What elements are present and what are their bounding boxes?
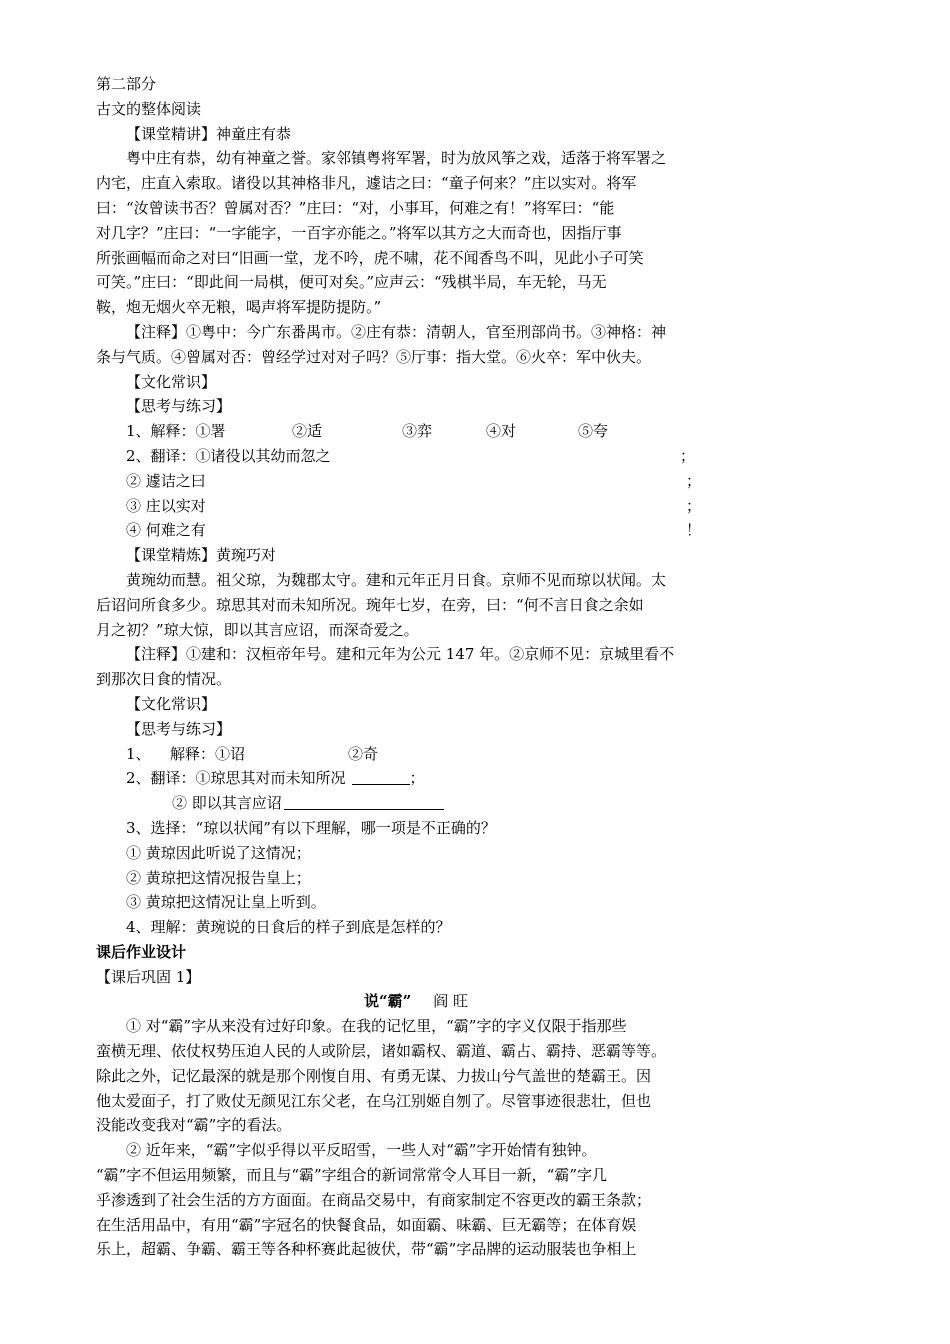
explain-item: ③弈: [402, 422, 433, 441]
part-heading: 第二部分: [96, 75, 157, 93]
article-line: 他太爱面子，打了败仗无颜见江东父老，在乌江别姬自刎了。尽管事迹很悲壮，但也: [96, 1091, 652, 1110]
answer-blank[interactable]: [284, 794, 444, 810]
homework-heading: 课后作业设计: [96, 942, 187, 961]
passage-1-line: 对几字？”庄曰：“一字能字，一百字亦能之。”将军以其方之大而奇也，因指厅事: [96, 223, 622, 242]
notes-1-line: 条与气质。④曾属对否：曾经学过对对子吗？⑤厅事：指大堂。⑥火卒：军中伙夫。: [96, 347, 652, 366]
notes-1-line: 【注释】①粤中：今广东番禺市。②庄有恭：清朝人，官至刑部尚书。③神格：神: [126, 322, 667, 341]
article-author: 阎 旺: [433, 992, 469, 1011]
exercise-heading-2: 【思考与练习】: [126, 719, 232, 738]
exercise-1-translate-2: ② 遽诘之曰 ；: [126, 471, 702, 490]
exercise-2-choice-question: 3、选择：“琼以状闻”有以下理解，哪一项是不正确的？: [126, 818, 496, 837]
passage-1-line: 所张画幅而命之对曰“旧画一堂，龙不吟，虎不啸，花不闻香鸟不叫，见此小子可笑: [96, 248, 644, 267]
explain-item: ④对: [486, 422, 517, 441]
homework-subheading: 【课后巩固 1】: [96, 967, 201, 986]
explain-item: ②奇: [348, 744, 379, 763]
exercise-1-explain: [96, 419, 736, 444]
article-line: ② 近年来，“霸”字似乎得以平反昭雪，一些人对“霸”字开始情有独钟。: [126, 1141, 597, 1160]
passage-1-line: 可笑。”庄曰：“即此间一局棋，便可对矣。”应声云：“残棋半局，车无轮，马无: [96, 273, 607, 292]
passage-2-line: 黄琬幼而慧。祖父琼，为魏郡太守。建和元年正月日食。京师不见而琼以状闻。太: [126, 570, 667, 589]
passage-1-line: 内宅，庄直入索取。诸役以其神格非凡，遽诘之曰：“童子何来？”庄以实对。将军: [96, 174, 637, 193]
exercise-1-translate-3: ③ 庄以实对 ；: [126, 496, 702, 515]
passage-2-line: 后诏问所食多少。琼思其对而未知所况。琬年七岁，在旁，曰：“何不言日食之余如: [96, 595, 644, 614]
explain-item: ②适: [292, 422, 323, 441]
article-line: 没能改变我对“霸”字的看法。: [96, 1116, 292, 1135]
choice-option: ② 黄琼把这情况报告皇上；: [126, 868, 311, 887]
article-title: [96, 989, 736, 1014]
culture-heading-1: 【文化常识】: [126, 372, 217, 391]
explain-item: 1、解释：①署: [126, 422, 226, 441]
exercise-heading-1: 【思考与练习】: [126, 397, 232, 416]
answer-blank[interactable]: [352, 769, 410, 785]
passage-1-line: 曰：“汝曾读书否？曾属对否？”庄曰：“对，小事耳，何难之有！”将军曰：“能: [96, 198, 615, 217]
exercise-2-explain: 1、 解释：①诏 ②奇: [96, 742, 736, 767]
explain-item: ⑤夸: [578, 422, 609, 441]
article-line: ① 对“霸”字从来没有过好印象。在我的记忆里，“霸”字的字义仅限于指那些: [126, 1017, 627, 1036]
article-line: “霸”字不但运用频繁，而且与“霸”字组合的新词常常令人耳目一新，“霸”字几: [96, 1166, 608, 1185]
lesson-heading-1: 【课堂精讲】神童庄有恭: [126, 124, 292, 143]
explain-item: 解释：①诏: [170, 744, 246, 763]
article-title-text: 说“霸”: [363, 992, 412, 1011]
culture-heading-2: 【文化常识】: [126, 694, 217, 713]
notes-2-line: 【注释】①建和：汉桓帝年号。建和元年为公元 147 年。②京师不见：京城里看不: [126, 645, 675, 664]
article-line: 除此之外，记忆最深的就是那个刚愎自用、有勇无谋、力拔山兮气盖世的楚霸王。因: [96, 1066, 652, 1085]
passage-1-line: 鞍，炮无烟火卒无粮，喝声将军提防提防。”: [96, 298, 382, 317]
article-line: 乐上，超霸、争霸、霸王等各种杯赛此起彼伏，带“霸”字品牌的运动服装也争相上: [96, 1240, 637, 1259]
exercise-2-translate-2: ② 即以其言应诏: [96, 791, 736, 816]
passage-2-line: 月之初？”琼大惊，即以其言应诏，而深奇爱之。: [96, 620, 419, 639]
article-line: 乎渗透到了社会生活的方方面面。在商品交易中，有商家制定不容更改的霸王条款；: [96, 1190, 652, 1209]
exercise-2-understand: 4、理解：黄琬说的日食后的样子到底是怎样的？: [126, 918, 451, 937]
exercise-1-translate-4: ④ 何难之有 ！: [126, 521, 702, 540]
exercise-1-translate-1: 2、翻译：①诸役以其幼而忽之 ；: [126, 446, 696, 465]
choice-option: ① 黄琼因此听说了这情况；: [126, 843, 311, 862]
article-line: 蛮横无理、依仗权势压迫人民的人或阶层，诸如霸权、霸道、霸占、霸持、恶霸等等。: [96, 1042, 667, 1061]
document-page: [96, 72, 736, 1262]
section-heading: 古文的整体阅读: [96, 99, 202, 118]
lesson-heading-2: 【课堂精炼】黄琬巧对: [126, 546, 277, 565]
article-line: 在生活用品中，有用“霸”字冠名的快餐食品，如面霸、味霸、巨无霸等；在体育娱: [96, 1215, 637, 1234]
notes-2-line: 到那次日食的情况。: [96, 670, 232, 689]
exercise-2-translate-1: 2、翻译：①琼思其对而未知所况 ；: [126, 769, 425, 788]
passage-1-line: 粤中庄有恭，幼有神童之誉。家邻镇粤将军署，时为放风筝之戏，适落于将军署之: [126, 149, 667, 168]
choice-option: ③ 黄琼把这情况让皇上听到。: [126, 893, 326, 912]
